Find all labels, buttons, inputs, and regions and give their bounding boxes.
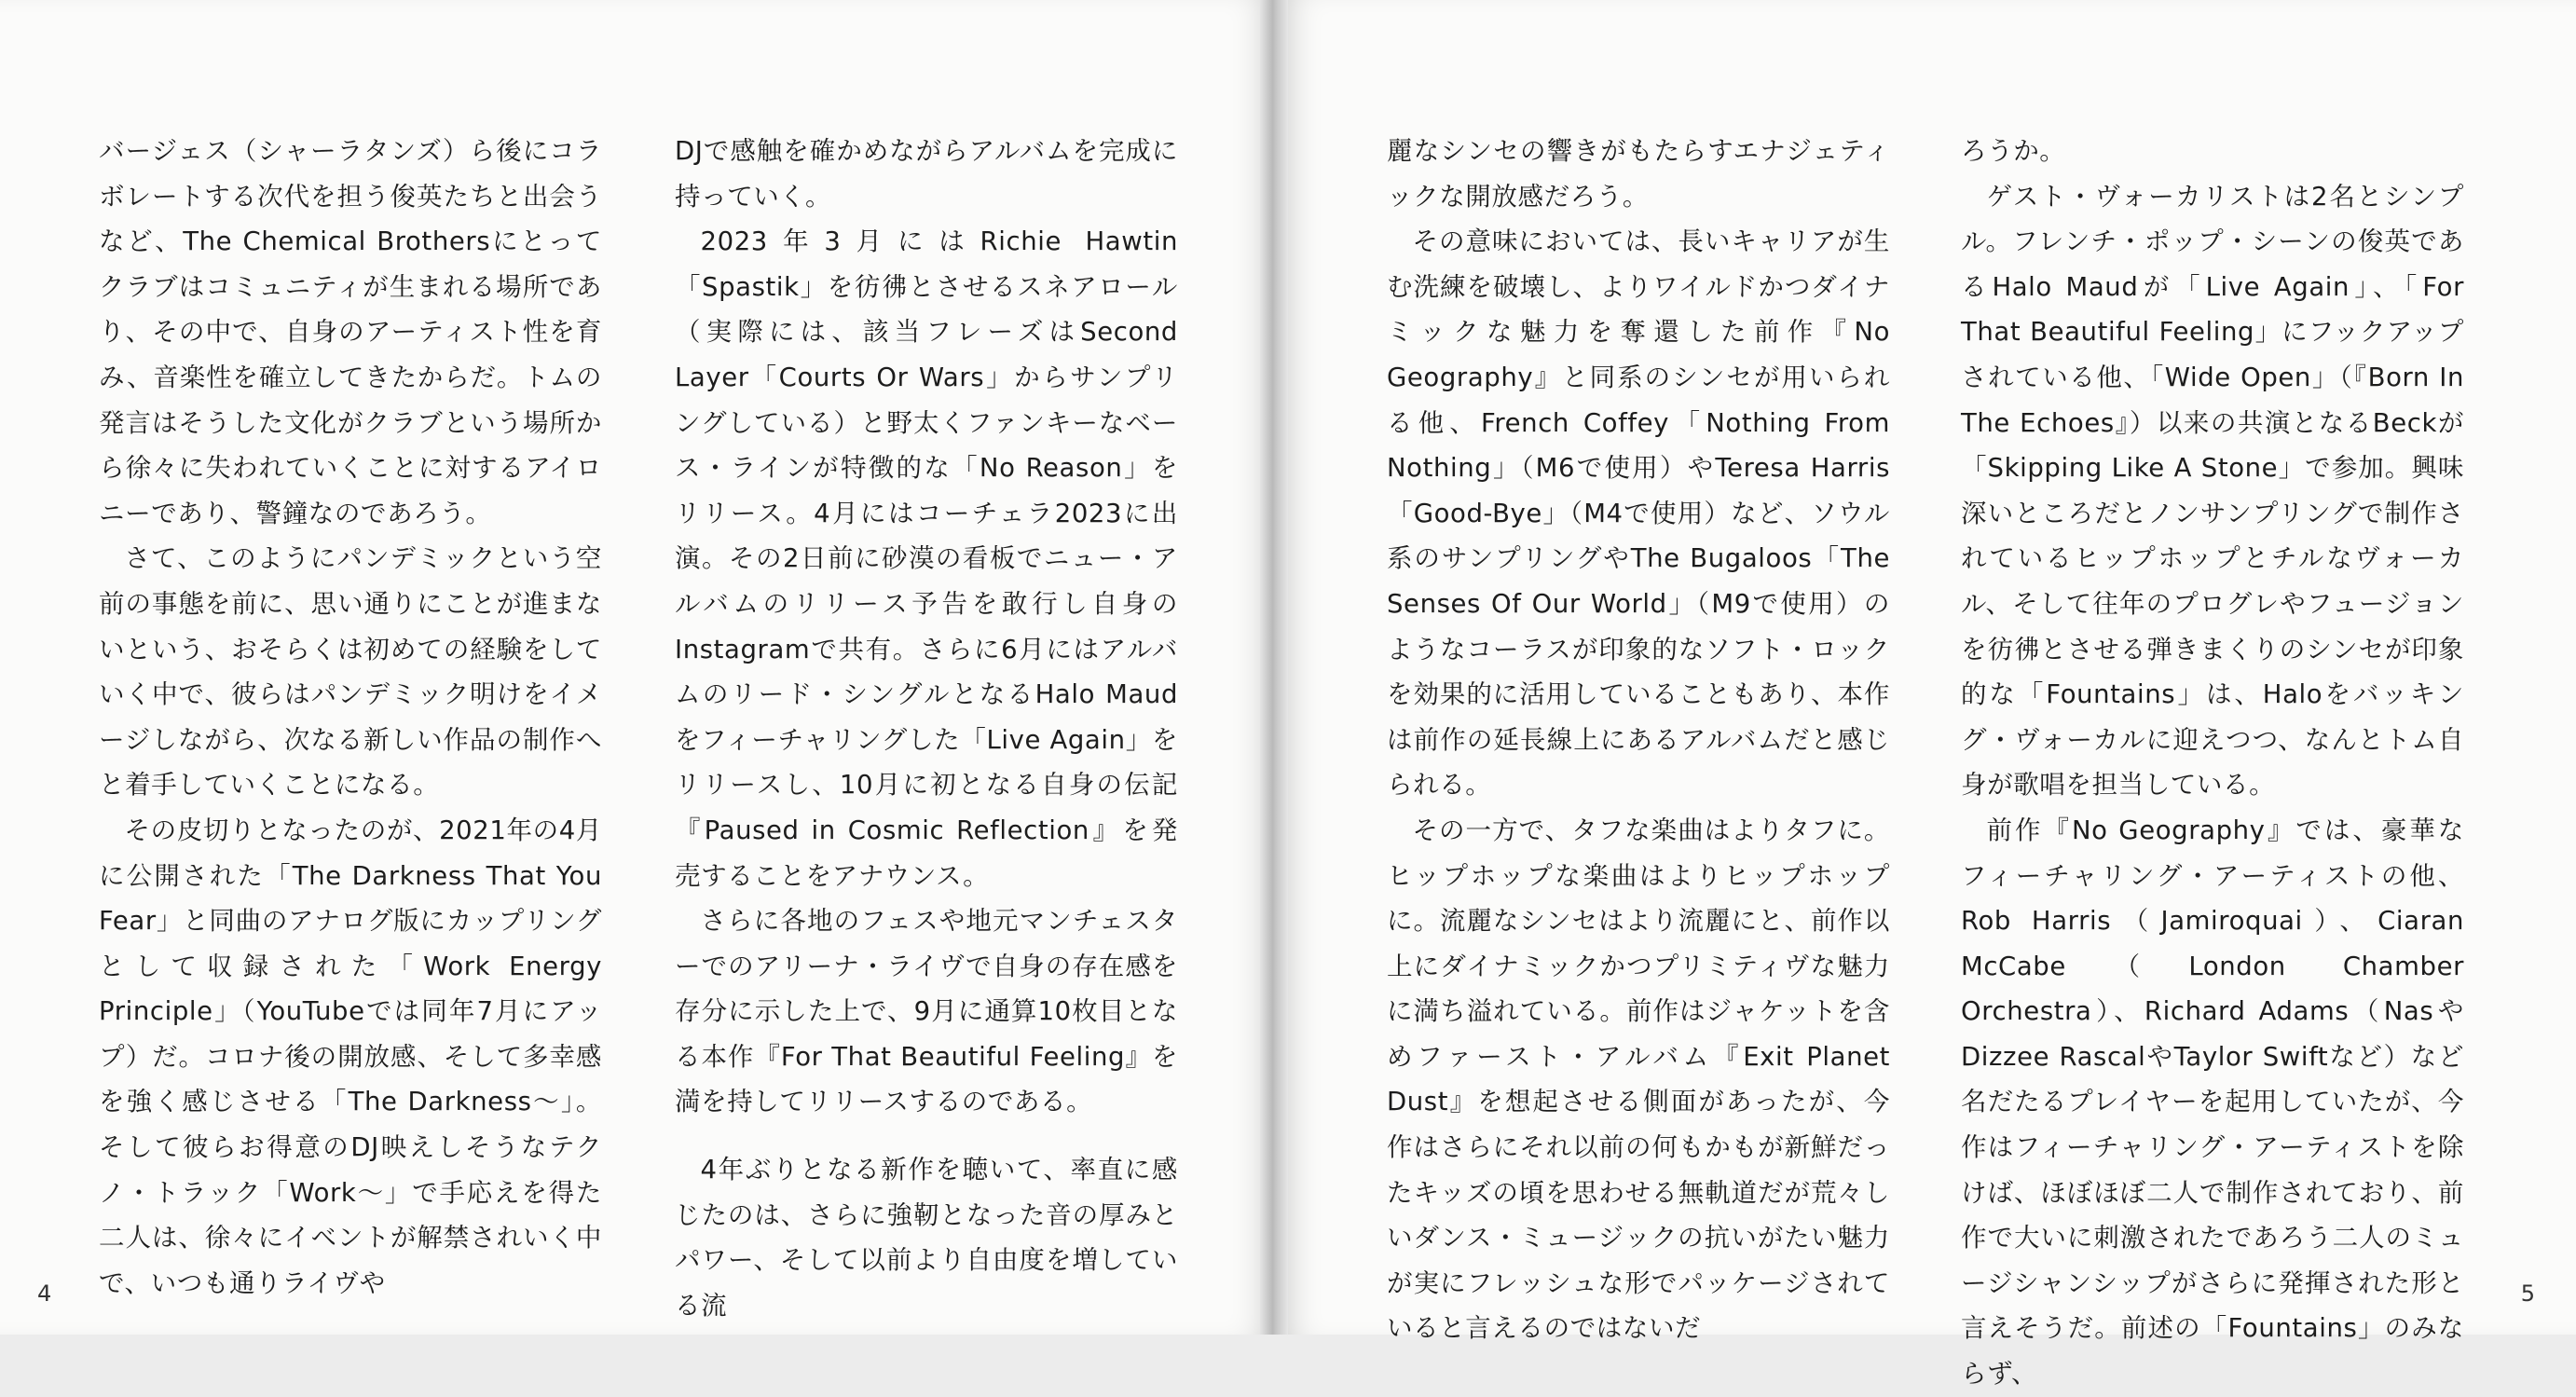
text-column-1 (99, 129, 602, 1306)
page-number: 5 (2520, 1281, 2535, 1307)
text-column-4 (1961, 129, 2464, 1397)
paragraph: その意味においては、長いキャリアが生む洗練を破壊し、よりワイルドかつダイナミックな魅力を奪還した前作『No Geography』と同系のシンセが用いられる他、French Coffey「Nothing From Nothing」（M6で使用）やTeresa Harris「Good-Bye」（M4で使用）など、ソウル系のサンプリングやThe Bugaloos「The Senses Of Our World」（M9で使用）のようなコーラスが印象的なソフト・ロックを効果的に活用していることもあり、本作は前作の延長線上にあるアルバムだと感じられる。 (1387, 226, 1890, 801)
paragraph: 麗なシンセの響きがもたらすエナジェティックな開放感だろう。 (1387, 136, 1890, 212)
paragraph: さらに各地のフェスや地元マンチェスターでのアリーナ・ライヴで自身の存在感を存分に示した上で、9月に通算10枚目となる本作『For That Beautiful Feeling』を満を持してリリースするのである。 (675, 906, 1178, 1117)
page-number: 4 (37, 1281, 52, 1307)
paragraph: バージェス（シャーラタンズ）ら後にコラボレートする次代を担う俊英たちと出会うなど、The Chemical Brothersにとってクラブはコミュニティが生まれる場所であり、その中で、自身のアーティスト性を育み、音楽性を確立してきたからだ。トムの発言はそうした文化がクラブという場所から徐々に失われていくことに対するアイロニーであり、警鐘なのであろう。 (99, 136, 602, 528)
right-page (1281, 0, 2576, 1390)
paragraph: 4年ぶりとなる新作を聴いて、率直に感じたのは、さらに強靭となった音の厚みとパワー、そして以前より自由度を増している流 (675, 1155, 1178, 1321)
paragraph: さて、このようにパンデミックという空前の事態を前に、思い通りにことが進まないという、おそらくは初めての経験をしていく中で、彼らはパンデミック明けをイメージしながら、次なる新しい作品の制作へと着手していくことになる。 (99, 543, 602, 801)
paragraph: その一方で、タフな楽曲はよりタフに。ヒップホップな楽曲はよりヒップホップに。流麗なシンセはより流麗にと、前作以上にダイナミックかつプリミティヴな魅力に満ち溢れている。前作はジャケットを含めファースト・アルバム『Exit Planet Dust』を想起させる側面があったが、今作はさらにそれ以前の何もかもが新鮮だったキッズの頃を思わせる無軌道だが荒々しいダンス・ミュージックの抗いがたい魅力が実にフレッシュな形でパッケージされていると言えるのではないだ (1387, 815, 1890, 1344)
paragraph: ゲスト・ヴォーカリストは2名とシンプル。フレンチ・ポップ・シーンの俊英であるHalo Maudが「Live Again」、「For That Beautiful Feeling」にフックアップされている他、「Wide Open」（『Born In The Echoes』）以来の共演となるBeckが「Skipping Like A Stone」で参加。興味深いところだとノンサンプリングで制作されているヒップホップとチルなヴォーカル、そして往年のプログレやフュージョンを彷彿とさせる弾きまくりのシンセが印象的な「Fountains」は、Haloをバッキング・ヴォーカルに迎えつつ、なんとトム自身が歌唱を担当している。 (1961, 181, 2464, 801)
left-page (0, 0, 1273, 1335)
paragraph: 前作『No Geography』では、豪華なフィーチャリング・アーティストの他、Rob Harris（Jamiroquai）、Ciaran McCabe（London Chamber Orchestra）、Richard Adams（NasやDizzee RascalやTaylor Swiftなど）など名だたるプレイヤーを起用していたが、今作はフィーチャリング・アーティストを除けば、ほぼほぼ二人で制作されており、前作で大いに刺激されたであろう二人のミュージシャンシップがさらに発揮された形と言えそうだ。前述の「Fountains」のみならず、 (1961, 815, 2464, 1390)
paragraph: ろうか。 (1961, 136, 2066, 166)
text-column-2 (675, 129, 1178, 1328)
book-gutter (1260, 0, 1288, 1335)
paragraph: DJで感触を確かめながらアルバムを完成に持っていく。 (675, 136, 1178, 212)
paragraph: 2023年3月にはRichie Hawtin「Spastik」を彷彿とさせるスネアロール（実際には、該当フレーズはSecond Layer「Courts Or Wars」からサンプリングしている）と野太くファンキーなベース・ラインが特徴的な「No Reason」をリリース。4月にはコーチェラ2023に出演。その2日前に砂漠の看板でニュー・アルバムのリリース予告を敢行し自身のInstagramで共有。さらに6月にはアルバムのリード・シングルとなるHalo Maudをフィーチャリングした「Live Again」をリリースし、10月に初となる自身の伝記『Paused in Cosmic Reflection』を発売することをアナウンス。 (675, 226, 1178, 891)
paragraph: その皮切りとなったのが、2021年の4月に公開された「The Darkness That You Fear」と同曲のアナログ版にカップリングとして収録された「Work Energy Principle」（YouTubeでは同年7月にアップ）だ。コロナ後の開放感、そして多幸感を強く感じさせる「The Darkness～」。そして彼らお得意のDJ映えしそうなテクノ・トラック「Work～」で手応えを得た二人は、徐々にイベントが解禁されいく中で、いつも通りライヴや (99, 815, 602, 1298)
text-column-3 (1387, 129, 1890, 1351)
